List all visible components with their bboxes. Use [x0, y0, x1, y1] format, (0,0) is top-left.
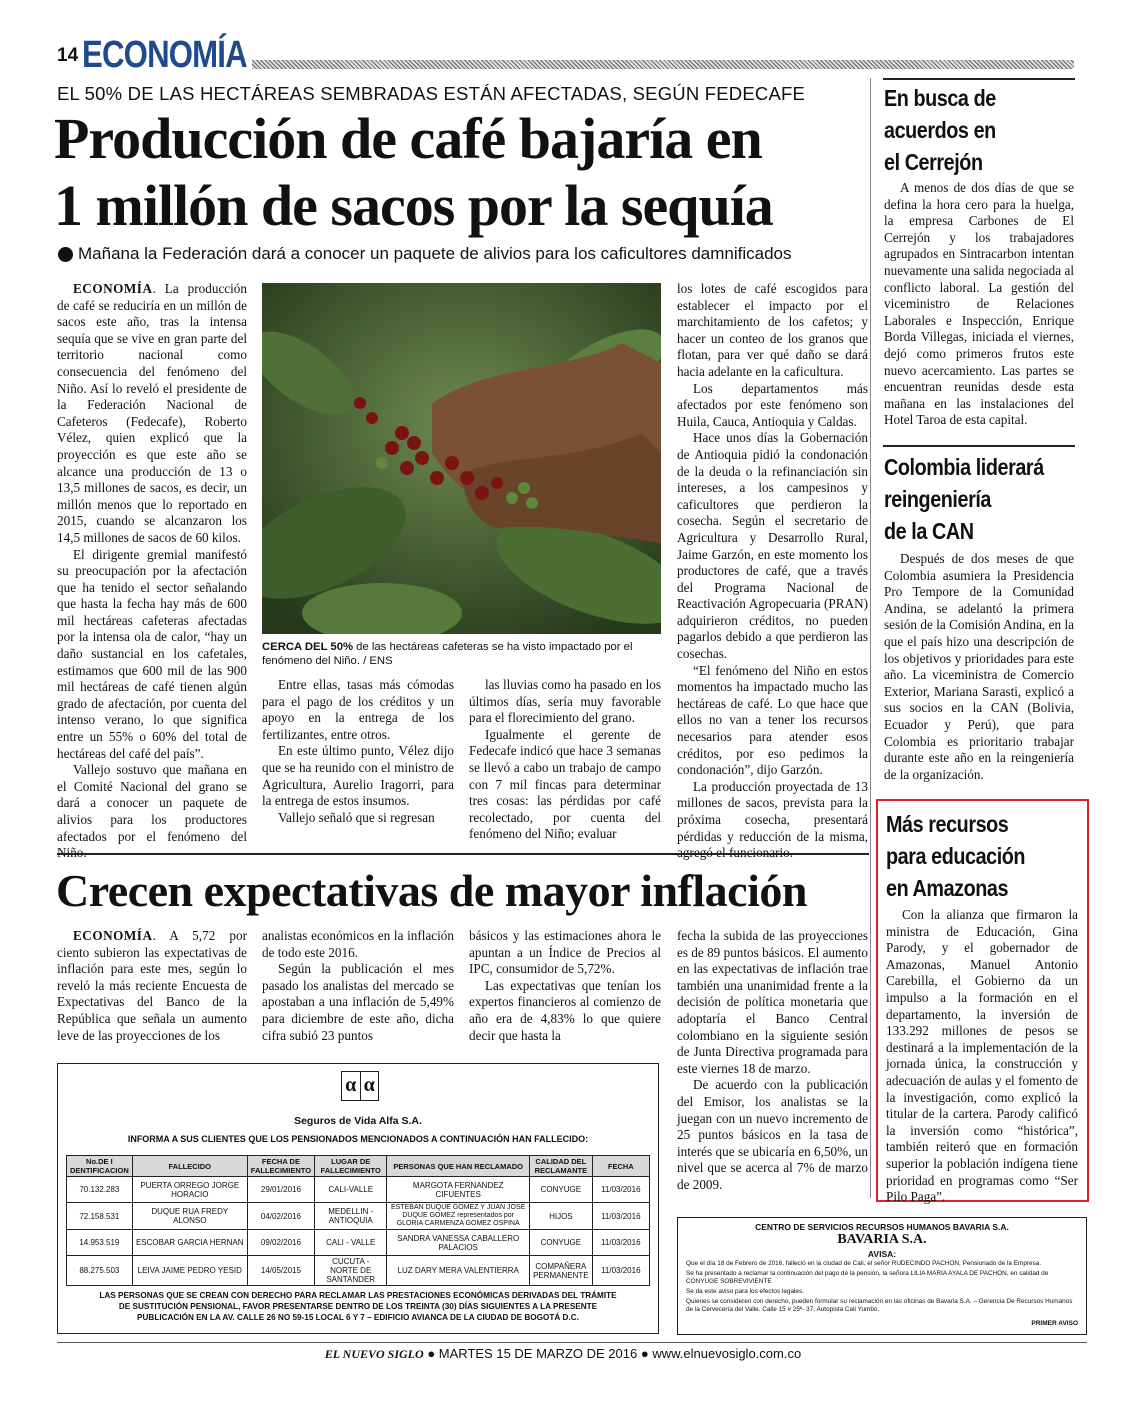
deaths-table	[66, 1155, 650, 1286]
headline-line-1: Producción de café bajaría en	[54, 106, 762, 171]
page-number: 14	[57, 45, 79, 66]
title-line: para educación	[886, 843, 1026, 869]
sidebar-3-body	[886, 907, 1078, 1206]
paragraph: Con la alianza que firmaron la ministra de Educación, Gina Parody, y el gobernador de Amazonas, Manuel Antonio Carebilla, el Gobierno da un impulso a la formación en el departamento, la inversión de 133.292 millones de pesos se destinará a la implementación de la jornada única, la construcción y adecuación de aulas y el fomento de la investigación, como explicó la titular de la cartera. Parody calificó la inversión como “histórica”, también reiteró que en formación superior la población indígena tiene prioridad en programas como “Ser Pilo Paga”.	[886, 907, 1078, 1205]
section-title: ECONOMÍA	[82, 34, 247, 76]
column-header: No.DE I DENTIFICACION	[67, 1156, 133, 1177]
deck: Mañana la Federación dará a conocer un paquete de alivios para los caficultores damnificados	[78, 244, 792, 263]
paragraph: Las expectativas que tenían los expertos financieros al comienzo de año era de 4,83% lo que quiere decir que hasta la	[469, 977, 661, 1043]
notice-line: Se da este aviso para los efectos legales.	[686, 1288, 804, 1295]
table-cell: CALI-VALLE	[315, 1177, 387, 1203]
paragraph: Hace unos días la Gobernación de Antioquia pidió la condonación de la deuda o la refinanciación sin intereses, a los campesinos y caficultores que perdieron la cosecha. Según el secretario de Agricultura y Desarrollo Rural, Jaime Garzón, en este momento los productores de café, que a través del Programa Nacional de Reactivación Agropecuaria (PRAN) adquirieron créditos, no pueden pagarlos debido a que perdieron las cosechas.	[677, 430, 868, 662]
table-cell: DUQUE RUA FREDY ALONSO	[132, 1203, 247, 1230]
main-column-4	[677, 281, 868, 862]
bavaria-company: BAVARIA S.A.	[837, 1232, 927, 1247]
title-line: Colombia liderará	[884, 454, 1044, 480]
paragraph: La producción proyectada de 13 millones de sacos, prevista para la próxima cosecha, presentará pérdidas y reducción de la misma,	[677, 778, 868, 844]
column-header: PERSONAS QUE HAN RECLAMADO	[387, 1156, 530, 1177]
bavaria-text	[686, 1260, 1078, 1314]
paragraph: . A 5,72 por ciento subieron las expectativas de inflación para este mes, según lo reveló la más reciente Encuesta de Expectativas del Banco de la República que señala un aumento leve de las proyecciones de los	[57, 928, 247, 1043]
table-cell: LUZ DARY MERA VALENTIERRA	[387, 1256, 530, 1286]
main-column-1	[57, 281, 247, 862]
sidebar-3-title	[886, 808, 1025, 904]
column-header: LUGAR DE FALLECIMIENTO	[315, 1156, 387, 1177]
table-cell: 09/02/2016	[247, 1230, 314, 1256]
paragraph: El dirigente gremial manifestó su preocupación por la afectación que ha tenido el sector señalando que hasta la fecha hay más de 600 mil hectáreas cafeteras afectadas por la intensa ola de calor, “hay un daño sustancial en los cafetales, estimamos que 600 mil de las 900 mil hectáreas de café tienen algún grado de afectación, por cuenta del intenso verano, lo que significa entre un 55% o 60% del total de hectáreas del café del país”.	[57, 546, 247, 761]
table-cell: 70.132.283	[67, 1177, 133, 1203]
notice-line: Se ha presentado a reclamar la continuación del pago de la pensión, la señora LILIA MARIA AYALA DE PACHON, en calidad de CÓNYUGE SOBREVIVIENTE	[686, 1270, 1049, 1285]
bavaria-ad	[677, 1217, 1087, 1335]
table-cell: 04/02/2016	[247, 1203, 314, 1230]
paragraph: A menos de dos días de que se defina la hora cero para la huelga, la empresa Carbones de El Cerrejón y los trabajadores agrupados en Sintracarbon intentan nuevamente una salida negociada al conflicto laboral. La gestión del viceministro de Relaciones Laborales e Inspección, Enrique Borda Villegas, iniciada el viernes, dejó como primeros frutos este nuevo acercamiento. Las partes se encuentran reunidas desde esta mañana en las instalaciones del Hotel Taroa de esta capital.	[884, 180, 1074, 428]
paragraph: Igualmente el gerente de Fedecafe indicó que hace 3 semanas se llevó a cabo un trabajo de campo con 7 mil fincas para determinar tres cosas: las pérdidas por café recolectado, por cuenta del fenómeno del Niño; evaluar	[469, 726, 661, 842]
paragraph: En este último punto, Vélez dijo que se ha reunido con el ministro de Agricultura, Aurelio Iragorri, para la entrega de estos insumos.	[262, 743, 454, 809]
main-column-3	[469, 677, 661, 843]
header-rule	[252, 60, 1074, 69]
sidebar-1-body	[884, 180, 1074, 429]
table-cell: 11/03/2016	[592, 1203, 649, 1230]
table-cell: 11/03/2016	[592, 1256, 649, 1286]
table-cell: CONYUGE	[530, 1177, 593, 1203]
coffee-photo	[262, 283, 661, 634]
headline-line-2: 1 millón de sacos por la sequía	[54, 173, 773, 238]
table-cell: LEIVA JAIME PEDRO YESID	[132, 1256, 247, 1286]
bullet-icon: ●	[640, 1346, 649, 1361]
paragraph: Después de dos meses de que Colombia asumiera la Presidencia Pro Tempore de la Comunidad Andina, se adelantó la primera sesión de la Comisión Andina, en la que el país hizo una descripción de los objetivos y prioridades para este año. La viceministra de Comercio Exterior, Mariana Sarasti, explicó a sus socios en la CAN (Bolivia, Ecuador y Perú), que para Colombia es prioritario trabajar durante este año en la reingeniería de la organización.	[884, 551, 1074, 782]
footer	[0, 1346, 1126, 1362]
paragraph: los lotes de café escogidos para establecer el impacto por el marchitamiento de los cafetos; y hacer un conteo de los granos que flotan, para ver qué daño se dará hacia adelante en la caficultura.	[677, 281, 868, 379]
table-cell: CALI - VALLE	[315, 1230, 387, 1256]
sidebar-1-title	[884, 82, 996, 178]
paragraph: “El fenómeno del Niño en estos momentos ha impactado mucho las hectáreas de café. Lo que hace que ellos no van a tener los recursos necesarios para atender esos créditos, por eso pedimos la condonación”, dijo Garzón.	[677, 662, 868, 778]
second-column-4	[677, 928, 868, 1194]
table-cell: 29/01/2016	[247, 1177, 314, 1203]
kicker: EL 50% DE LAS HECTÁREAS SEMBRADAS ESTÁN AFECTADAS, SEGÚN FEDECAFE	[57, 83, 806, 104]
main-column-2	[262, 677, 454, 826]
sidebar-2-body	[884, 551, 1074, 783]
sidebar-rule	[883, 78, 1075, 80]
table-row	[67, 1203, 650, 1230]
column-header: FALLECIDO	[132, 1156, 247, 1177]
title-line: En busca de	[884, 85, 996, 111]
paragraph: Vallejo sostuvo que mañana en el Comité Nacional del grano se dará a conocer un paquete de alivios para los productores afectados por el fenómeno del	[57, 762, 247, 844]
title-line: reingeniería	[884, 486, 991, 512]
bavaria-tag: PRIMER AVISO	[1031, 1320, 1078, 1327]
table-cell: ESCOBAR GARCIA HERNAN	[132, 1230, 247, 1256]
table-row	[67, 1177, 650, 1203]
bullet-icon: ●	[427, 1346, 436, 1361]
footer-rule	[57, 1342, 1087, 1343]
column-header: FECHA	[592, 1156, 649, 1177]
paragraph: analistas económicos en la inflación de todo este 2016.	[262, 928, 454, 960]
table-cell: MEDELLIN - ANTIOQUIA	[315, 1203, 387, 1230]
alfa-footer: LAS PERSONAS QUE SE CREAN CON DERECHO PARA RECLAMAR LAS PRESTACIONES ECONÓMICAS DERIVADAS DEL TRÁMITE DE SUSTITUCIÓN PENSIONAL, FAVOR PRESENTARSE DENTRO DE LOS TREINTA (30) DÍAS SIGUIENTES A LA PRESENTE PUBLICACIÓN EN LA AV. CALLE 26 NO 59-15 LOCAL 6 Y 7 – EDIFICIO AVIANCA DE LA CIUDAD DE BOGOTÁ D.C.	[99, 1291, 617, 1322]
notice-line: Quienes se consideren con derecho, pueden formular su reclamación en las oficinas de Bavaria S.A. – Gerencia De Recursos Humanos de la Cervecería del Valle. Calle 15 # 25ª- 37. Autopista Cali Yumbo.	[686, 1298, 1073, 1313]
second-column-3	[469, 928, 661, 1044]
table-header-row	[67, 1156, 650, 1177]
table-cell: 14.953.519	[67, 1230, 133, 1256]
table-cell: CUCUTA - NORTE DE SANTANDER	[315, 1256, 387, 1286]
alfa-ad	[57, 1063, 659, 1334]
paragraph: Según la publicación el mes pasado los analistas del mercado se apostaban a una inflación de 5,49% para diciembre de este año, dicha cifra subió 23 puntos	[262, 961, 454, 1043]
table-cell: COMPAÑERA PERMANENTE	[530, 1256, 593, 1286]
bavaria-center: CENTRO DE SERVICIOS RECURSOS HUMANOS BAVARIA S.A.	[755, 1222, 1009, 1232]
table-cell: ESTEBAN DUQUE GOMEZ Y JUAN JOSE DUQUE GOMEZ representados por GLORIA CARMENZA GOMEZ OSPINA	[387, 1203, 530, 1230]
column-header: CALIDAD DEL RECLAMANTE	[530, 1156, 593, 1177]
column-header: FECHA DE FALLECIMIENTO	[247, 1156, 314, 1177]
dateline: ECONOMÍA	[73, 928, 153, 943]
paragraph: Los departamentos más afectados por este fenómeno son Huila, Cauca, Antioquia y Caldas.	[677, 380, 868, 429]
table-cell: 11/03/2016	[592, 1177, 649, 1203]
paragraph: fecha la subida de las proyecciones es de 89 puntos básicos. El aumento en las expectativas de inflación trae también una unanimidad frente a la decisión de política monetaria que adoptaría el Banco Central colombiano en la siguiente sesión de Junta Directiva programada para este viernes 18 de marzo.	[677, 928, 868, 1076]
table-cell: 88.275.503	[67, 1256, 133, 1286]
deck-bullet-icon	[58, 247, 73, 262]
table-cell: MARGOTA FERNANDEZ CIFUENTES	[387, 1177, 530, 1203]
alfa-logo-icon: α α	[341, 1071, 379, 1101]
dateline: ECONOMÍA	[73, 281, 153, 296]
second-column-2	[262, 928, 454, 1044]
sidebar-2-title	[884, 451, 1044, 547]
paragraph: Vallejo señaló que si regresan	[278, 809, 435, 825]
photo-caption-text: de las hectáreas cafeteras se ha visto impactado por el fenómeno del Niño. / ENS	[262, 641, 633, 667]
website-link[interactable]: www.elnuevosiglo.com.co	[652, 1346, 802, 1361]
second-column-1	[57, 928, 247, 1044]
table-cell: 11/03/2016	[592, 1230, 649, 1256]
table-cell: 72.158.531	[67, 1203, 133, 1230]
issue-date: MARTES 15 DE MARZO DE 2016	[438, 1346, 638, 1361]
article-divider	[57, 853, 869, 855]
paragraph: . La producción de café se reduciría en un millón de sacos este año, tras la intensa sequía que se vive en gran parte del territorio nacional como consecuencia del fenómeno del Niño. Así lo reveló el presidente de la Federación Nacional de Cafeteros (Fedecafe), Roberto Vélez, quien explicó que la proyección es que este año se alcance una producción de 13 o 13,5 millones de sacos, es decir, un millón menos que lo reportado en 2015, cuando se alcanzaron los 14,5 millones de sacos de 60 kilos.	[57, 281, 247, 545]
title-line: acuerdos en	[884, 117, 996, 143]
title-line: en Amazonas	[886, 875, 1009, 901]
paragraph: básicos y las estimaciones ahora le apuntan a un Índice de Precios al IPC, consumidor de 5,72%.	[469, 928, 661, 977]
bavaria-label: AVISA:	[867, 1249, 897, 1259]
table-row	[67, 1256, 650, 1286]
title-line: el Cerrejón	[884, 149, 983, 175]
paragraph: De acuerdo con la publicación del Emisor, los analistas se la juegan con un nuevo incremento de 25 puntos básicos en la tasa de interés que se ubicaría en 6,50%, un nivel que se acerca al 7% de marzo de 2009.	[677, 1077, 868, 1192]
notice-line: Que el día 18 de Febrero de 2016, falleció en la ciudad de Cali, el señor RUDECINDO PACHON, Pensionado de la Empresa.	[686, 1260, 1042, 1267]
table-cell: PUERTA ORREGO JORGE HORACIO	[132, 1177, 247, 1203]
sidebar-divider	[870, 78, 871, 1198]
paragraph: las lluvias como ha pasado en los últimos días, sería muy favorable para el florecimiento del grano.	[469, 677, 661, 726]
second-headline: Crecen expectativas de mayor inflación	[56, 865, 807, 916]
paragraph: Entre ellas, tasas más cómodas para el pago de los créditos y un apoyo en la entrega de los fertilizantes, entre otros.	[262, 677, 454, 742]
table-cell: 14/05/2015	[247, 1256, 314, 1286]
sidebar-rule	[883, 445, 1075, 447]
table-cell: CONYUGE	[530, 1230, 593, 1256]
table-row	[67, 1230, 650, 1256]
table-cell: SANDRA VANESSA CABALLERO PALACIOS	[387, 1230, 530, 1256]
coffee-cherries-image	[262, 283, 661, 634]
alfa-company: Seguros de Vida Alfa S.A.	[294, 1115, 422, 1127]
alfa-notice: INFORMA A SUS CLIENTES QUE LOS PENSIONADOS MENCIONADOS A CONTINUACIÓN HAN FALLECIDO:	[127, 1134, 589, 1144]
masthead: EL NUEVO SIGLO	[324, 1347, 424, 1361]
title-line: de la CAN	[884, 518, 974, 544]
photo-caption-bold: CERCA DEL 50%	[262, 641, 354, 653]
table-cell: HIJOS	[530, 1203, 593, 1230]
title-line: Más recursos	[886, 811, 1009, 837]
photo-caption	[262, 640, 661, 668]
